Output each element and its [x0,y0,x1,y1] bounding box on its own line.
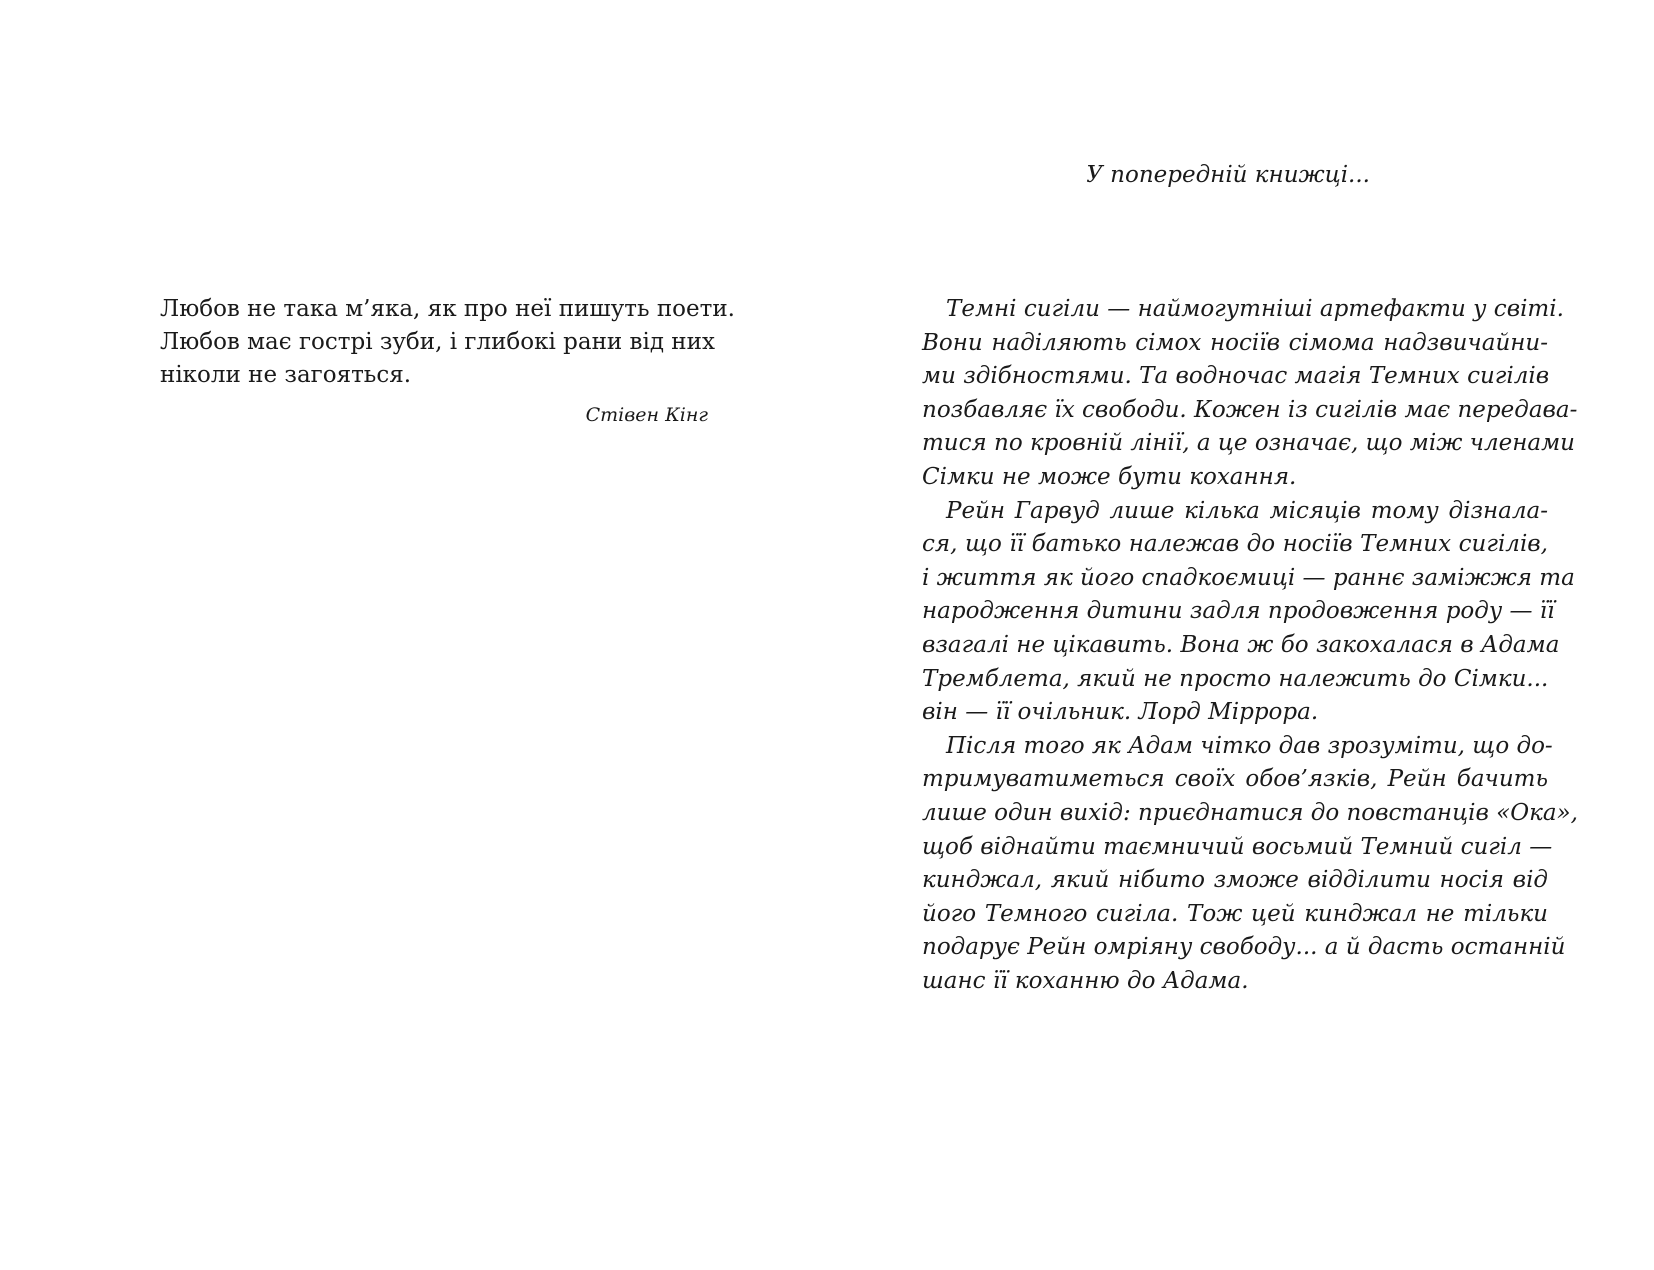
summary-paragraph [922,730,1578,999]
epigraph-line: Любов не така м’яка, як про неї пишуть поети. [160,296,735,322]
summary-line: Тремблета, який не просто належить до Сімки... [922,665,1549,692]
summary-line: Темні сигіли — наймогутніші артефакти у світі. [946,296,1564,322]
summary-line: лише один вихід: приєднатися до повстанців «Ока», [922,799,1578,826]
summary-line: тися по кровній лінії, а це означає, що між членами [922,430,1575,457]
summary-line: Сімки не може бути кохання. [922,463,1297,490]
summary-line: подарує Рейн омріяну свободу... а й дасть останній [922,934,1566,961]
summary-line: і життя як його спадкоємиці — раннє заміжжя та [922,564,1575,591]
summary-line: тримуватиметься своїх обов’язків, Рейн бачить [922,766,1548,793]
summary-line: Вони наділяють сімох носіїв сімома надзвичайни- [922,329,1548,356]
summary-line: шанс її коханню до Адама. [922,967,1249,994]
summary-line: ся, що її батько належав до носіїв Темних сигілів, [922,531,1548,558]
epigraph-line: ніколи не загояться. [160,362,412,388]
summary-line: народження дитини задля продовження роду — її [922,598,1555,625]
summary-line: взагалі не цікавить. Вона ж бо закохалася в Адама [922,631,1560,658]
previous-book-summary [922,293,1578,998]
summary-line: щоб віднайти таємничий восьмий Темний сигіл — [922,833,1553,860]
summary-paragraph [922,495,1575,730]
epigraph-line: Любов має гострі зуби, і глибокі рани від них [160,329,715,355]
summary-paragraph [922,293,1578,495]
summary-line: Після того як Адам чітко дав зрозуміти, що до- [946,732,1553,759]
summary-line: позбавляє їх свободи. Кожен із сигілів має передава- [922,396,1578,423]
epigraph [160,293,735,428]
summary-line: він — її очільник. Лорд Міррора. [922,699,1319,726]
epigraph-author: Стівен Кінг [585,404,708,426]
section-heading: У попередній книжці... [1086,162,1370,188]
right-page [827,0,1654,1270]
summary-line: ми здібностями. Та водночас магія Темних сигілів [922,363,1550,390]
summary-line: Рейн Гарвуд лише кілька місяців тому дізнала- [946,497,1548,524]
summary-line: його Темного сигіла. Тож цей кинджал не тільки [922,900,1548,927]
summary-line: кинджал, який нібито зможе відділити носія від [922,867,1548,894]
